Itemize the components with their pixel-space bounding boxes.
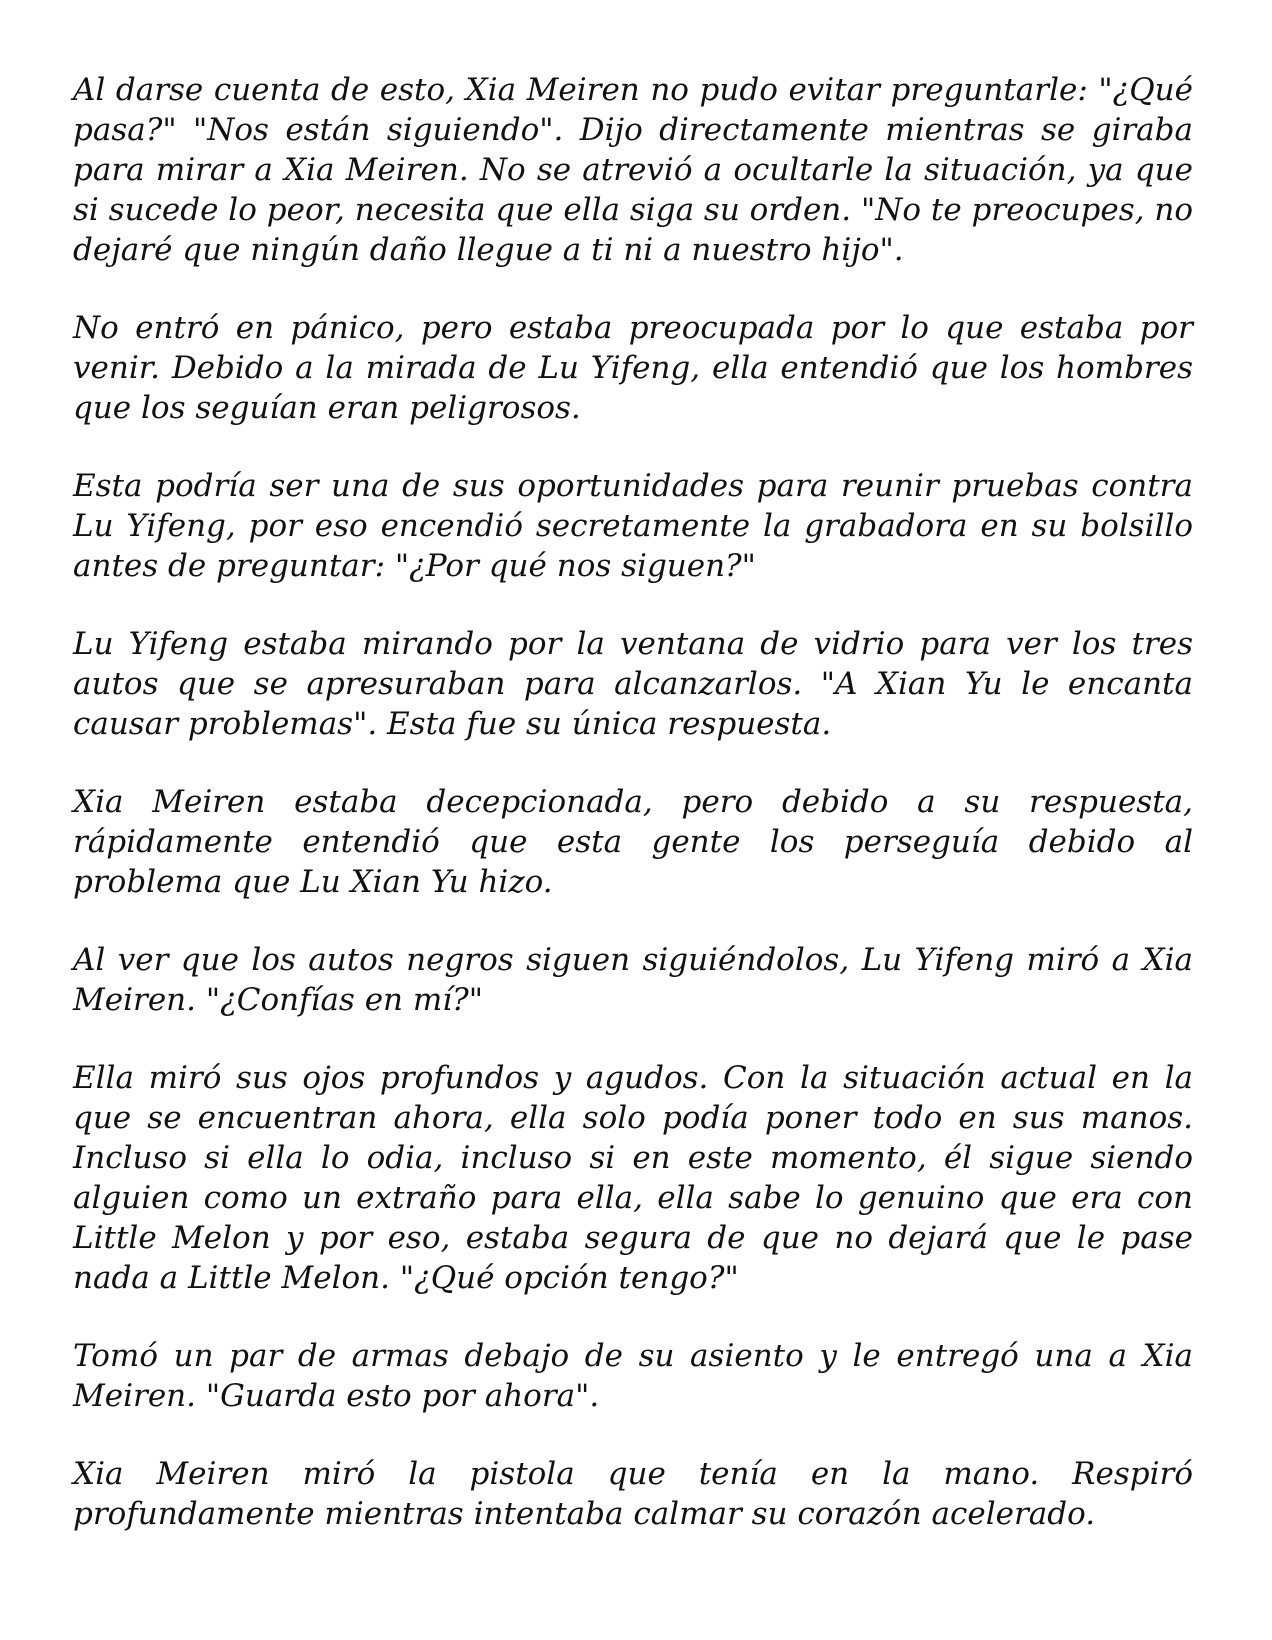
document-page bbox=[73, 70, 1193, 1534]
paragraph-3: Esta podría ser una de sus oportunidades para reunir pruebas contra Lu Yifeng, por eso encendió secretamente la grabadora en su bolsillo antes de preguntar: "¿Por qué nos siguen?" bbox=[73, 468, 1193, 584]
paragraph-4: Lu Yifeng estaba mirando por la ventana de vidrio para ver los tres autos que se apresuraban para alcanzarlos. "A Xian Yu le encanta causar problemas". Esta fue su única respuesta. bbox=[73, 626, 1193, 742]
paragraph-2: No entró en pánico, pero estaba preocupada por lo que estaba por venir. Debido a la mirada de Lu Yifeng, ella entendió que los hombres que los seguían eran peligrosos. bbox=[73, 310, 1193, 426]
paragraph-9: Xia Meiren miró la pistola que tenía en la mano. Respiró profundamente mientras intentaba calmar su corazón acelerado. bbox=[73, 1456, 1193, 1532]
paragraph-5: Xia Meiren estaba decepcionada, pero debido a su respuesta, rápidamente entendió que esta gente los perseguía debido al problema que Lu Xian Yu hizo. bbox=[73, 784, 1193, 900]
paragraph-8: Tomó un par de armas debajo de su asiento y le entregó una a Xia Meiren. "Guarda esto por ahora". bbox=[73, 1338, 1193, 1414]
paragraph-7: Ella miró sus ojos profundos y agudos. Con la situación actual en la que se encuentran ahora, ella solo podía poner todo en sus manos. Incluso si ella lo odia, incluso si en este momento, él sigue siendo alguien como un extraño para ella, ella sabe lo genuino que era con Little Melon y por eso, estaba segura de que no dejará que le pase nada a Little Melon. "¿Qué opción tengo?" bbox=[73, 1060, 1193, 1296]
paragraph-6: Al ver que los autos negros siguen siguiéndolos, Lu Yifeng miró a Xia Meiren. "¿Confías en mí?" bbox=[73, 942, 1193, 1018]
paragraph-1: Al darse cuenta de esto, Xia Meiren no pudo evitar preguntarle: "¿Qué pasa?" "Nos están siguiendo". Dijo directamente mientras se giraba para mirar a Xia Meiren. No se atrevió a ocultarle la situación, ya que si sucede lo peor, necesita que ella siga su orden. "No te preocupes, no dejaré que ningún daño llegue a ti ni a nuestro hijo". bbox=[73, 72, 1193, 268]
